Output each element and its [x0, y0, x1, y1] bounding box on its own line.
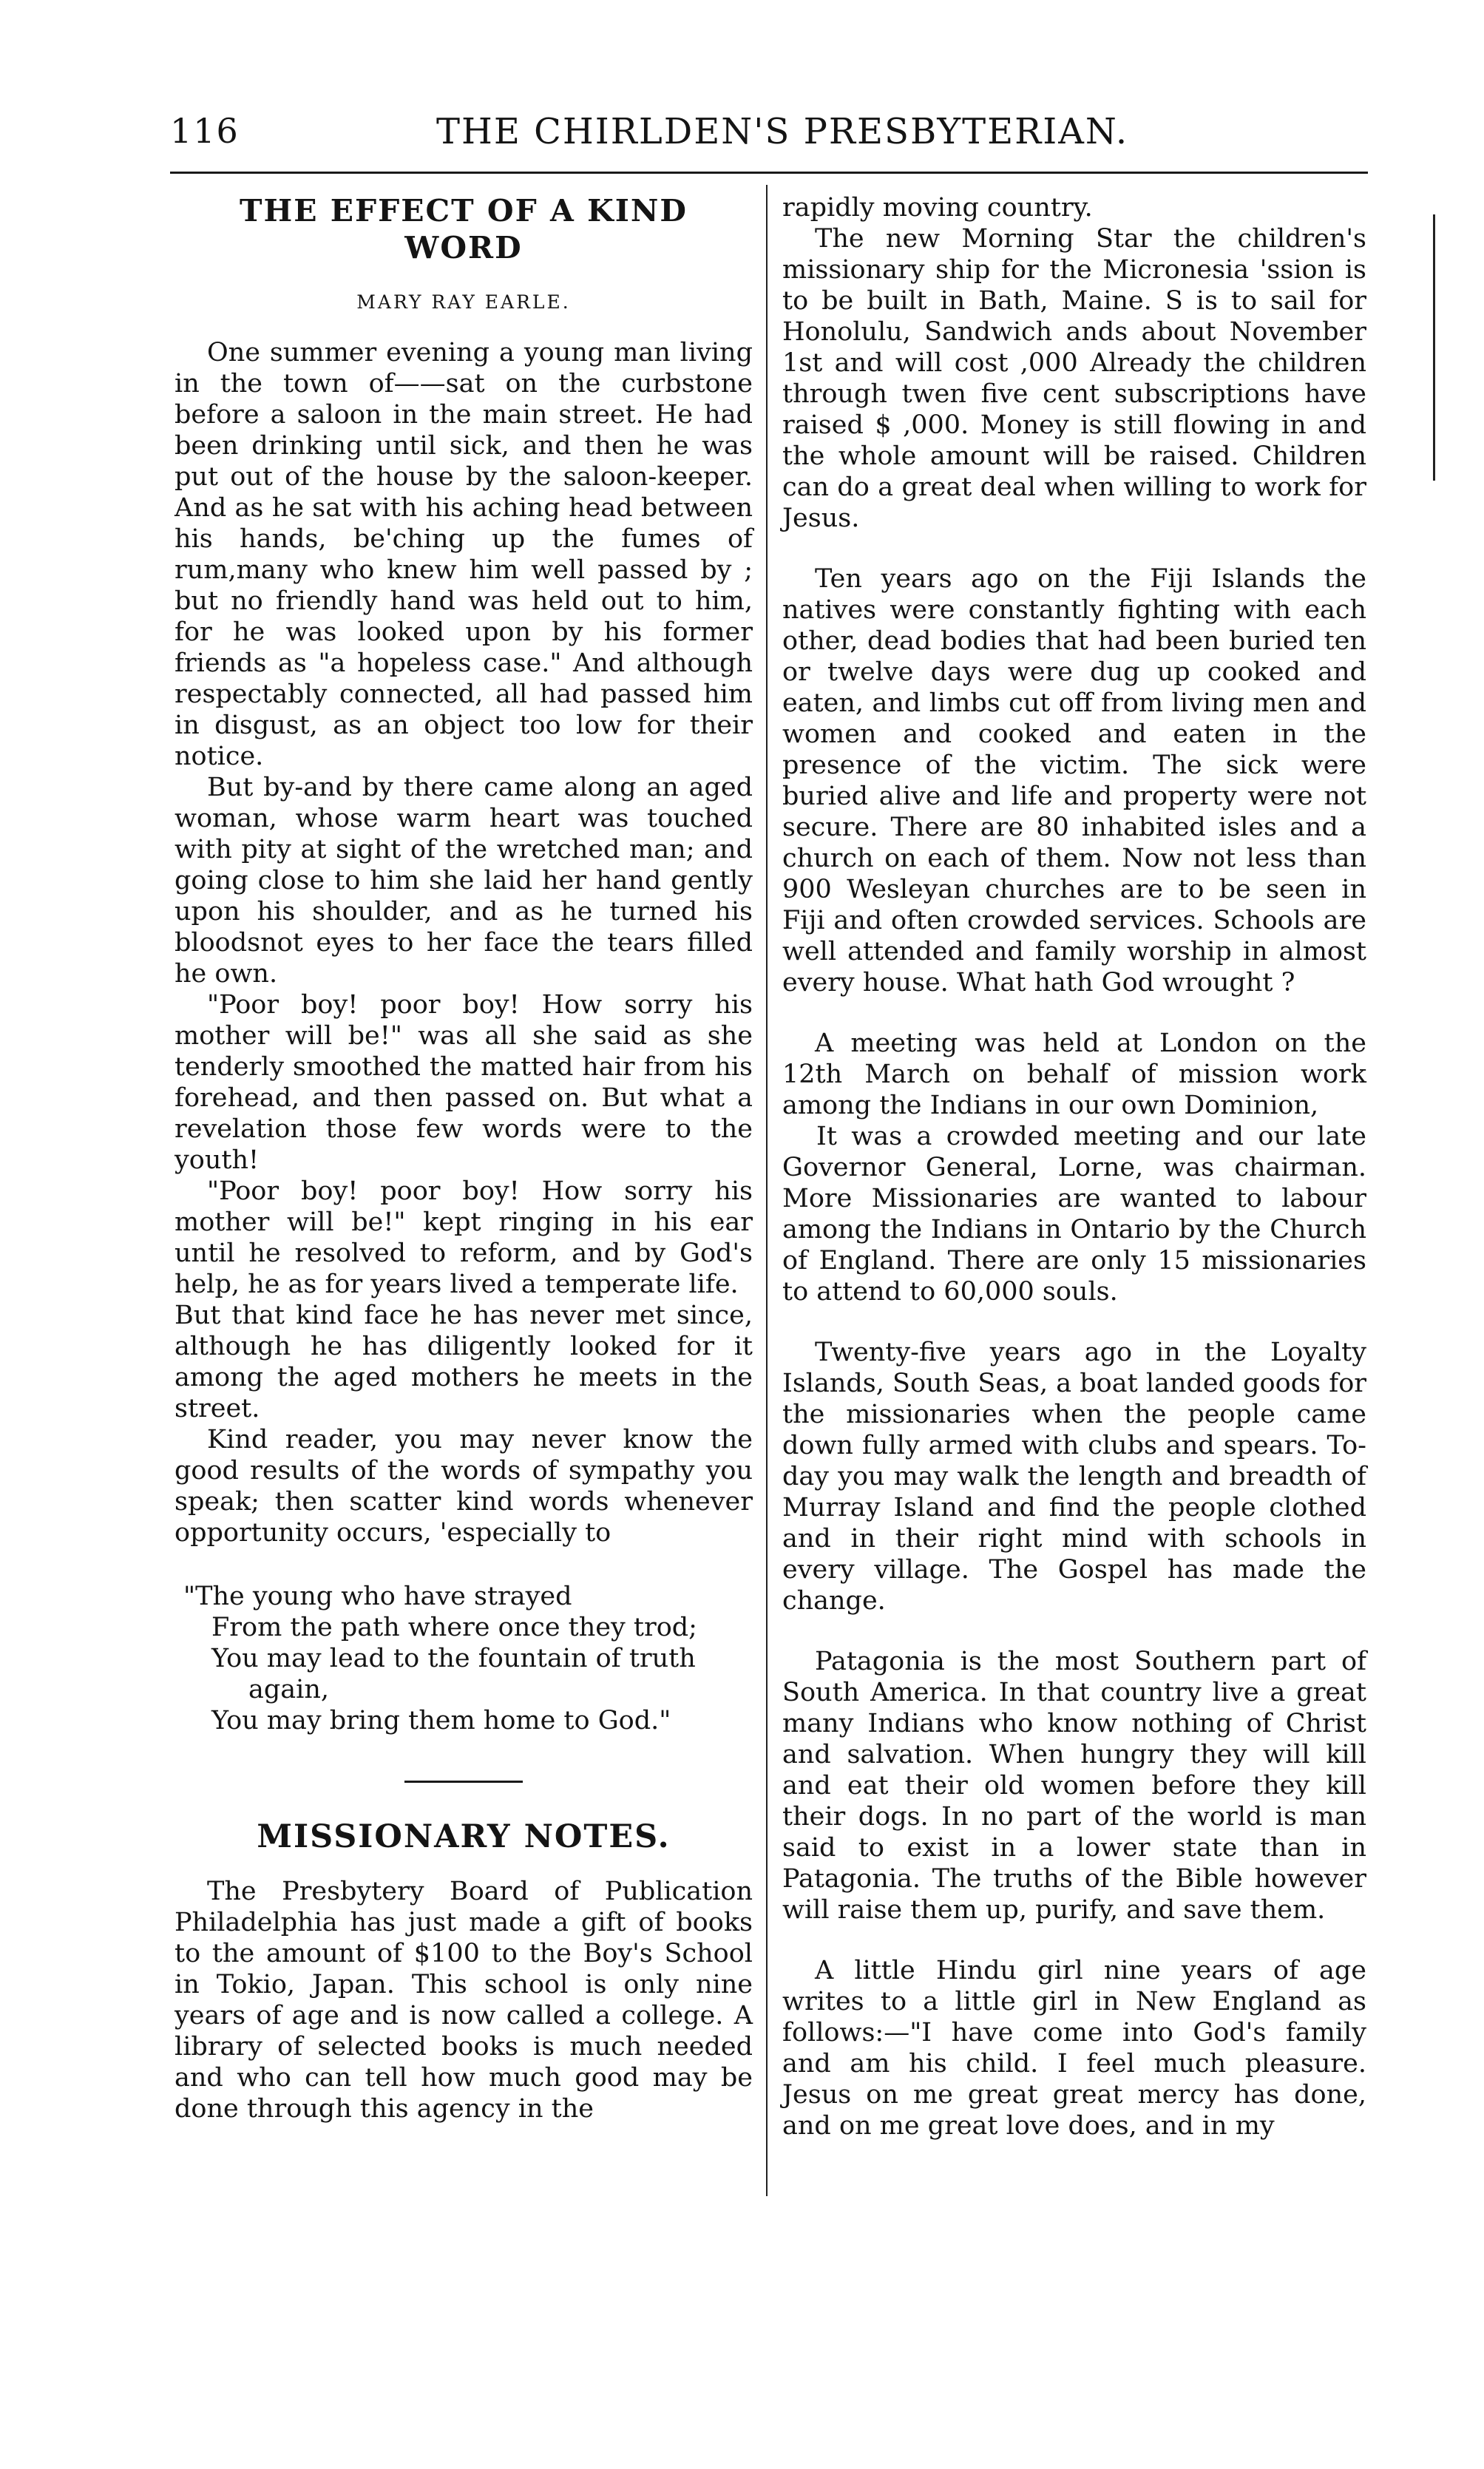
story-title-line-1: THE EFFECT OF A KIND [240, 193, 688, 228]
story-paragraph: "Poor boy! poor boy! How sorry his mother will be!" kept ringing in his ear until he resolved to reform, and by God's help, he as for years lived a temperate life. [175, 1176, 753, 1299]
note-paragraph: It was a crowded meeting and our late Governor General, Lorne, was chairman. More Missionaries are wanted to labour among the Indians in Ontario by the Church of England. There are only 15 missionaries to attend to 60,000 souls. [782, 1122, 1366, 1307]
verse-line: From the path where once they trod; [211, 1613, 697, 1642]
left-column [175, 192, 753, 2124]
verse-line: again, [248, 1675, 329, 1704]
verse-line: "The young who have strayed [183, 1582, 572, 1611]
verse-line: You may bring them home to God." [211, 1706, 671, 1735]
story-paragraph: One summer evening a young man living in the town of——sat on the curbstone before a saloon in the main street. He had been drinking until sick, and then he was put out of the house by the saloon-keeper. And as he sat with his aching head between his hands, be'ching up the fumes of rum,many who knew him well passed by ; but no friendly hand was held out to him, for he was looked upon by his former friends as "a hopeless case." And although respectably connected, all had passed him in disgust, as an object too low for their notice. [175, 338, 753, 771]
story-article [175, 192, 753, 1736]
story-paragraph: But that kind face he has never met since, although he has diligently looked for it among the aged mothers he meets in the street. [175, 1301, 753, 1423]
story-paragraph: But by-and by there came along an aged woman, whose warm heart was touched with pity at sight of the wretched man; and going close to him she laid her hand gently upon his shoulder, and as he turned his bloodsnot eyes to her face the tears filled he own. [175, 773, 753, 989]
closing-verse [175, 1581, 753, 1736]
story-paragraph: Kind reader, you may never know the good results of the words of sympathy you speak; then scatter kind words whenever opportunity occurs, 'especially to [175, 1425, 753, 1548]
section-title: MISSIONARY NOTES. [257, 1818, 671, 1855]
note-paragraph: The Presbytery Board of Publication Philadelphia has just made a gift of books to the amount of $100 to the Boy's School in Tokio, Japan. This school is only nine years of age and is now called a college. A library of selected books is much needed and who can tell how much good may be done through this agency in the [175, 1877, 753, 2124]
page-number: 116 [170, 111, 240, 151]
note-paragraph: Ten years ago on the Fiji Islands the natives were constantly fighting with each other, dead bodies that had been buried ten or twelve days were dug up cooked and eaten, and limbs cut off from living men and women and cooked and eaten in the presence of the victim. The sick were buried alive and life and property were not secure. There are 80 inhabited isles and a church on each of them. Now not less than 900 Wesleyan churches are to be seen in Fiji and often crowded services. Schools are well attended and family worship in almost every house. What hath God wrought ? [782, 564, 1366, 998]
note-paragraph: Twenty-five years ago in the Loyalty Islands, South Seas, a boat landed goods for the missionaries when the people came down fully armed with clubs and spears. To-day you may walk the length and breadth of Murray Island and find the people clothed and in their right mind with schools in every village. The Gospel has made the change. [782, 1338, 1366, 1616]
running-title: THE CHIRLDEN'S PRESBYTERIAN. [436, 111, 1129, 152]
story-author: MARY RAY EARLE. [356, 291, 571, 313]
note-paragraph: A meeting was held at London on the 12th March on behalf of mission work among the Indians in our own Dominion, [782, 1029, 1366, 1120]
missionary-notes-section [175, 1818, 753, 2124]
header-rule [170, 172, 1368, 174]
page-header [170, 111, 1368, 163]
story-paragraph: "Poor boy! poor boy! How sorry his mother will be!" was all she said as she tenderly smoothed the matted hair from his forehead, and then passed on. But what a revelation those few words were to the youth! [175, 990, 753, 1175]
margin-mark [1433, 214, 1435, 481]
column-divider [766, 185, 768, 2196]
story-title-line-2: WORD [404, 230, 523, 265]
verse-line: You may lead to the fountain of truth [211, 1644, 696, 1673]
note-paragraph-continued: rapidly moving country. [782, 193, 1093, 223]
note-paragraph: A little Hindu girl nine years of age writes to a little girl in New England as follows:—"I have come into God's family and am his child. I feel much pleasure. Jesus on me great great mercy has done, and on me great love does, and in my [782, 1956, 1366, 2141]
right-column [782, 192, 1366, 2141]
section-divider-rule [404, 1781, 523, 1783]
note-paragraph: The new Morning Star the children's missionary ship for the Micronesia 'ssion is to be built in Bath, Maine. S is to sail for Honolulu, Sandwich ands about November 1st and will cost ,000 Already the children through twen five cent subscriptions have raised $ ,000. Money is still flowing in and the whole amount will be raised. Children can do a great deal when willing to work for Jesus. [782, 224, 1366, 533]
note-paragraph: Patagonia is the most Southern part of South America. In that country live a great many Indians who know nothing of Christ and salvation. When hungry they will kill and eat their old women before they kill their dogs. In no part of the world is man said to exist in a lower state than in Patagonia. The truths of the Bible however will raise them up, purify, and save them. [782, 1647, 1366, 1925]
